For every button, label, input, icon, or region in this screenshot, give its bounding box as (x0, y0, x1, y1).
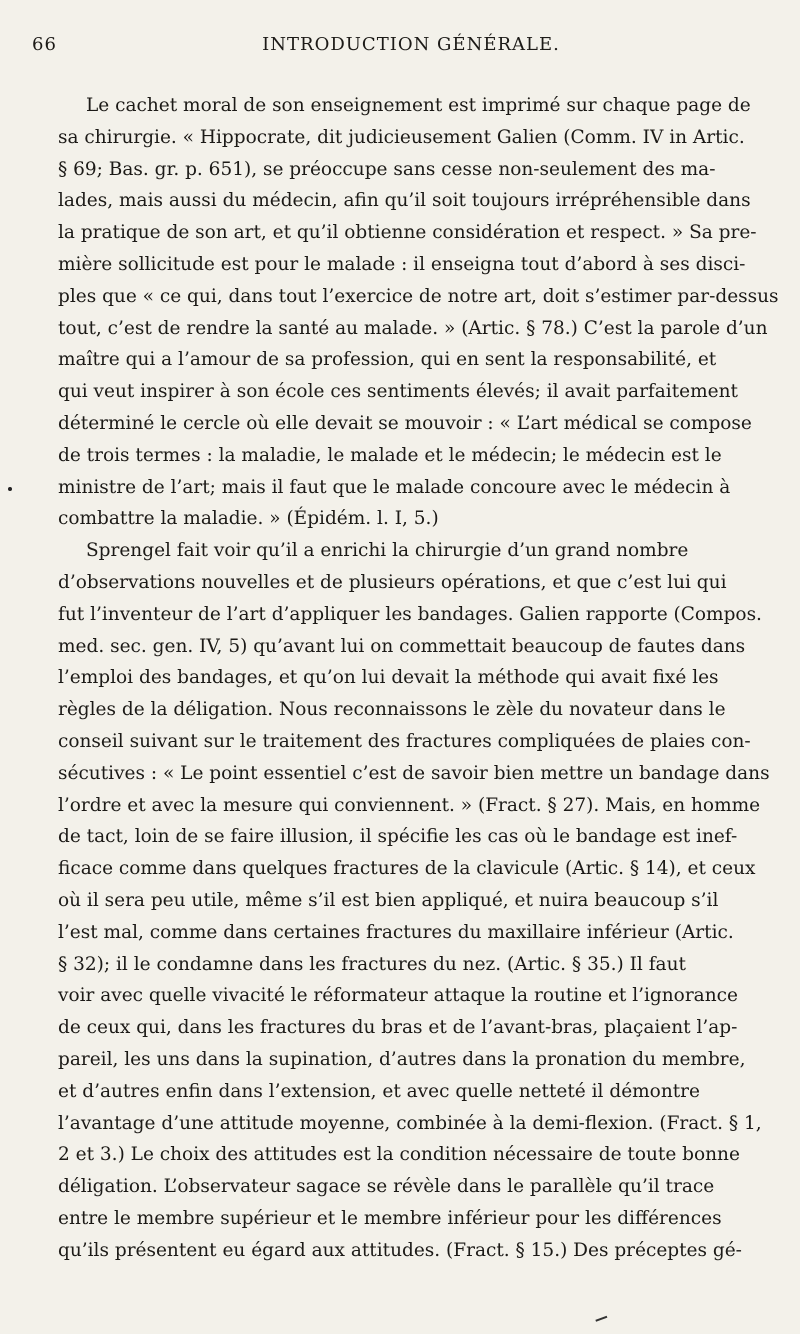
text-line: fut l’inventeur de l’art d’appliquer les bandages. Galien rapporte (Compos. (58, 603, 762, 625)
text-line: ministre de l’art; mais il faut que le malade concoure avec le médecin à (58, 476, 731, 498)
text-line: qu’ils présentent eu égard aux attitudes. (Fract. § 15.) Des préceptes gé- (58, 1239, 742, 1261)
text-line: déterminé le cercle où elle devait se mouvoir : « L’art médical se compose (58, 412, 752, 434)
text-line: Sprengel fait voir qu’il a enrichi la chirurgie d’un grand nombre (86, 540, 689, 562)
text-line: 2 et 3.) Le choix des attitudes est la condition nécessaire de toute bonne (58, 1144, 740, 1166)
bottom-ink-mark (593, 1308, 608, 1322)
text-line: voir avec quelle vivacité le réformateur attaque la routine et l’ignorance (58, 985, 738, 1007)
text-line: mière sollicitude est pour le malade : il enseigna tout d’abord à ses disci- (58, 253, 746, 275)
text-line: déligation. L’observateur sagace se révèle dans le parallèle qu’il trace (58, 1176, 715, 1198)
text-line: qui veut inspirer à son école ces sentiments élevés; il avait parfaitement (58, 381, 738, 403)
text-line: l’ordre et avec la mesure qui conviennent. » (Fract. § 27). Mais, en homme (58, 794, 761, 816)
text-line: § 69; Bas. gr. p. 651), se préoccupe sans cesse non-seulement des ma- (58, 158, 716, 180)
text-line: pareil, les uns dans la supination, d’autres dans la pronation du membre, (58, 1048, 746, 1070)
text-line: lades, mais aussi du médecin, afin qu’il soit toujours irrépréhensible dans (58, 190, 751, 212)
text-line: conseil suivant sur le traitement des fractures compliquées de plaies con- (58, 730, 751, 752)
page-title: INTRODUCTION GÉNÉRALE. (262, 34, 560, 55)
text-line: sa chirurgie. « Hippocrate, dit judicieusement Galien (Comm. IV in Artic. (58, 126, 745, 148)
text-line: où il sera peu utile, même s’il est bien appliqué, et nuira beaucoup s’il (58, 889, 719, 911)
body-text (58, 90, 779, 1266)
margin-dot (8, 487, 12, 491)
text-line: l’est mal, comme dans certaines fractures du maxillaire inférieur (Artic. (58, 921, 734, 943)
text-line: l’emploi des bandages, et qu’on lui devait la méthode qui avait fixé les (58, 667, 719, 689)
text-line: entre le membre supérieur et le membre inférieur pour les différences (58, 1207, 722, 1229)
text-line: § 32); il le condamne dans les fractures du nez. (Artic. § 35.) Il faut (58, 953, 686, 975)
text-line: combattre la maladie. » (Épidém. l. I, 5.) (58, 508, 439, 530)
text-line: Le cachet moral de son enseignement est imprimé sur chaque page de (86, 95, 751, 116)
text-line: de tact, loin de se faire illusion, il spécifie les cas où le bandage est inef- (58, 826, 738, 848)
text-line: la pratique de son art, et qu’il obtienne considération et respect. » Sa pre- (58, 222, 757, 244)
text-line: de trois termes : la maladie, le malade et le médecin; le médecin est le (58, 444, 722, 466)
text-line: l’avantage d’une attitude moyenne, combinée à la demi-flexion. (Fract. § 1, (58, 1112, 762, 1134)
text-line: et d’autres enfin dans l’extension, et avec quelle netteté il démontre (58, 1080, 700, 1102)
paragraph-1 (58, 90, 779, 535)
text-line: d’observations nouvelles et de plusieurs opérations, et que c’est lui qui (58, 571, 727, 593)
text-line: règles de la déligation. Nous reconnaissons le zèle du novateur dans le (58, 699, 726, 721)
text-line: ples que « ce qui, dans tout l’exercice de notre art, doit s’estimer par-dessus (58, 285, 779, 307)
text-line: med. sec. gen. IV, 5) qu’avant lui on commettait beaucoup de fautes dans (58, 635, 746, 657)
text-line: maître qui a l’amour de sa profession, qui en sent la responsabilité, et (58, 349, 717, 371)
paragraph-2 (58, 535, 770, 1266)
text-line: ficace comme dans quelques fractures de la clavicule (Artic. § 14), et ceux (58, 858, 756, 880)
running-head (32, 28, 764, 68)
text-line: de ceux qui, dans les fractures du bras et de l’avant-bras, plaçaient l’ap- (58, 1017, 738, 1039)
page-number: 66 (32, 34, 57, 55)
text-line: sécutives : « Le point essentiel c’est de savoir bien mettre un bandage dans (58, 762, 770, 784)
text-line: tout, c’est de rendre la santé au malade. » (Artic. § 78.) C’est la parole d’un (58, 317, 768, 339)
